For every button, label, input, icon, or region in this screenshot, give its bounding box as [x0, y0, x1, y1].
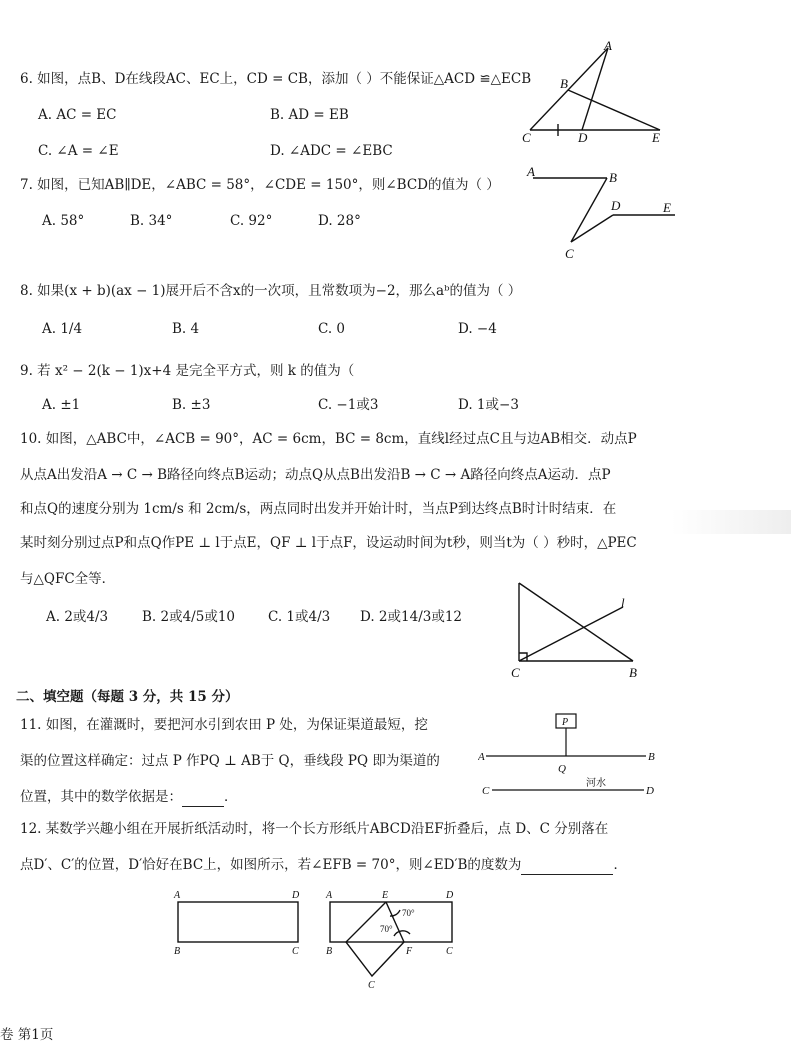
- q9-option-b: B. ±3: [172, 397, 211, 413]
- q10-option-d: D. 2或14/3或12: [360, 609, 463, 625]
- q11-label-b: B: [648, 751, 655, 763]
- q11-tail: ．: [224, 789, 238, 805]
- q11-label-d: D: [646, 785, 654, 797]
- q7-option-c: C. 92°: [230, 213, 273, 229]
- scan-shadow: [671, 510, 791, 534]
- q12-label-d: D: [292, 890, 300, 901]
- q7-line-cd: [571, 215, 613, 242]
- q6-label-b: B: [560, 76, 568, 91]
- q10-figure: [505, 575, 655, 685]
- q6-label-e: E: [652, 130, 660, 145]
- q7-label-b: B: [609, 170, 617, 185]
- q9-option-d: D. 1或−3: [458, 397, 519, 413]
- q11-line-3: [20, 788, 238, 807]
- q10-line-5: 与△QFC全等．: [20, 571, 116, 587]
- q12-fold-label-f: F: [406, 946, 413, 957]
- page-footer: 卷 第1页: [0, 1027, 54, 1043]
- q7-option-b: B. 34°: [130, 213, 173, 229]
- q11-label-p: P: [562, 717, 569, 728]
- q10-line-3: 和点Q的速度分别为 1cm/s 和 2cm/s，两点同时出发并开始计时，当点P到达终点B时计时结束．在: [20, 501, 617, 517]
- q11-line-3-text: 位置，其中的数学依据是：: [20, 789, 182, 805]
- q12-line-1: 12. 某数学兴趣小组在开展折纸活动时，将一个长方形纸片ABCD沿EF折叠后，点 D、C 分别落在: [20, 821, 609, 837]
- q12-fold-label-d: D: [446, 890, 454, 901]
- q7-label-c: C: [565, 246, 574, 260]
- q11-line-1: 11. 如图，在灌溉时，要把河水引到农田 P 处，为保证渠道最短，挖: [20, 717, 428, 733]
- q7-line-bc: [571, 178, 607, 242]
- q9-option-a: A. ±1: [42, 397, 81, 413]
- q12-rect-folded: [330, 902, 452, 942]
- q12-fold-label-c-prime: C: [368, 980, 375, 990]
- q7-stem: 7. 如图，已知AB∥DE，∠ABC = 58°，∠CDE = 150°，则∠BCD的值为（ ）: [20, 177, 500, 193]
- q6-line-ad: [582, 48, 608, 130]
- q7-label-e: E: [663, 200, 671, 215]
- q6-label-c: C: [522, 130, 531, 145]
- q6-label-a: A: [604, 40, 612, 53]
- q9-option-c: C. −1或3: [318, 397, 379, 413]
- q11-figure: [478, 706, 668, 802]
- section2-title: 二、填空题（每题 3 分，共 15 分）: [16, 689, 239, 705]
- q10-option-b: B. 2或4/5或10: [142, 609, 235, 625]
- q8-option-a: A. 1/4: [42, 321, 83, 337]
- q6-line-ca: [530, 48, 608, 130]
- q7-option-d: D. 28°: [318, 213, 361, 229]
- q8-option-d: D. −4: [458, 321, 497, 337]
- q10-option-c: C. 1或4/3: [268, 609, 331, 625]
- q12-line-2-text: 点D′、C′的位置，D′恰好在BC上，如图所示，若∠EFB = 70°，则∠ED′B的度数为: [20, 857, 522, 873]
- q7-option-a: A. 58°: [42, 213, 85, 229]
- q12-fold-label-e: E: [382, 890, 389, 901]
- q10-line-2: 从点A出发沿A → C → B路径向终点B运动；动点Q从点B出发沿B → C → A路径向终点A运动．点P: [20, 467, 611, 483]
- q11-label-q: Q: [558, 763, 566, 775]
- q8-stem: 8. 如果(x + b)(ax − 1)展开后不含x的一次项，且常数项为−2，那么aᵇ的值为（ ）: [20, 283, 522, 299]
- q7-figure: [525, 160, 685, 260]
- q10-option-a: A. 2或4/3: [46, 609, 109, 625]
- q11-line-2: 渠的位置这样确定：过点 P 作PQ ⊥ AB于 Q，垂线段 PQ 即为渠道的: [20, 753, 440, 769]
- q12-fold-label-b: B: [326, 946, 333, 957]
- q10-label-l: l: [621, 595, 625, 610]
- q10-line-ab: [519, 583, 633, 661]
- q9-stem: 9. 若 x² − 2(k − 1)x+4 是完全平方式，则 k 的值为（: [20, 363, 355, 379]
- q12-fold-label-a: A: [326, 890, 333, 901]
- q6-figure: [520, 40, 670, 150]
- q11-answer-blank[interactable]: [182, 788, 224, 807]
- q8-option-c: C. 0: [318, 321, 346, 337]
- q11-label-a: A: [478, 751, 485, 763]
- q12-label-b: B: [174, 946, 181, 957]
- q11-label-c: C: [482, 785, 490, 797]
- q12-angle-arc-2: [394, 931, 410, 936]
- q12-folded-part: [346, 902, 404, 976]
- q12-label-c: C: [292, 946, 299, 957]
- q6-option-c: C. ∠A = ∠E: [38, 143, 119, 159]
- q6-stem: 6. 如图，点B、D在线段AC、EC上，CD = CB，添加（ ）不能保证△ACD ≌△ECB: [20, 71, 532, 87]
- q12-angle-label-2: 70°: [380, 924, 393, 934]
- q12-figure-folded: [320, 886, 470, 990]
- q7-label-d: D: [611, 198, 621, 213]
- q10-line-4: 某时刻分别过点P和点Q作PE ⊥ l于点E，QF ⊥ l于点F，设运动时间为t秒，则当t为（ ）秒时，△PEC: [20, 535, 637, 551]
- q12-fold-label-c: C: [446, 946, 453, 957]
- q12-label-a: A: [174, 890, 181, 901]
- q10-line-l: [519, 607, 623, 661]
- q6-option-d: D. ∠ADC = ∠EBC: [270, 143, 393, 159]
- q10-label-c: C: [511, 665, 520, 680]
- q12-line-2: [20, 856, 627, 875]
- q10-line-1: 10. 如图，△ABC中，∠ACB = 90°，AC = 6cm，BC = 8cm，直线l经过点C且与边AB相交．动点P: [20, 431, 637, 447]
- q6-line-be: [568, 90, 660, 130]
- q11-label-river: 河水: [586, 778, 606, 789]
- q7-label-a: A: [527, 164, 535, 179]
- q6-label-d: D: [578, 130, 588, 145]
- q12-answer-blank[interactable]: [521, 856, 613, 875]
- q6-option-b: B. AD = EB: [270, 107, 349, 123]
- q12-figure-original: [170, 886, 310, 966]
- q10-label-b: B: [629, 665, 637, 680]
- q8-option-b: B. 4: [172, 321, 200, 337]
- q12-angle-label-1: 70°: [402, 908, 415, 918]
- q12-rect-abcd: [178, 902, 298, 942]
- q6-option-a: A. AC = EC: [38, 107, 117, 123]
- q12-tail: ．: [613, 857, 627, 873]
